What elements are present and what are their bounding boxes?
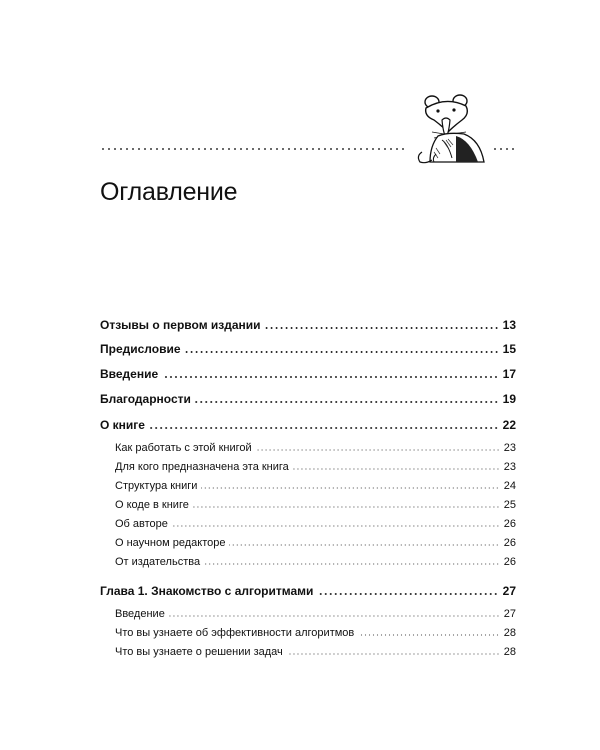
rat-mascot-illustration xyxy=(408,92,488,170)
toc-entry-title: О книге xyxy=(100,418,145,432)
toc-dot-leader xyxy=(293,468,500,470)
toc-entry-title: От издательства xyxy=(115,556,201,568)
toc-dot-leader xyxy=(172,525,500,527)
toc-dot-leader xyxy=(287,653,500,655)
toc-dot-leader xyxy=(185,351,499,353)
toc-entry[interactable] xyxy=(115,461,516,473)
toc-entry[interactable] xyxy=(115,499,516,511)
toc-entry-title: Глава 1. Знакомство с алгоритмами xyxy=(100,584,314,598)
toc-entry-title: Отзывы о первом издании xyxy=(100,318,261,332)
toc-entry-title: Об авторе xyxy=(115,518,168,530)
toc-entry-title: Что вы узнаете об эффективности алгоритмов xyxy=(115,627,355,639)
toc-dot-leader xyxy=(229,544,499,546)
toc-entry-page-number: 26 xyxy=(503,518,516,530)
toc-entry-title: Благодарности xyxy=(100,392,191,406)
header-dotted-rule-left xyxy=(100,148,404,150)
toc-entry[interactable] xyxy=(100,418,516,432)
toc-dot-leader xyxy=(265,327,499,329)
toc-entry-page-number: 13 xyxy=(502,318,516,332)
toc-entry[interactable] xyxy=(100,318,516,332)
toc-entry[interactable] xyxy=(115,627,516,639)
toc-entry[interactable] xyxy=(100,367,516,381)
toc-entry-title: Введение xyxy=(100,367,159,381)
toc-entry-page-number: 24 xyxy=(503,480,516,492)
toc-entry-page-number: 23 xyxy=(503,442,516,454)
toc-entry-title: О коде в книге xyxy=(115,499,189,511)
toc-entry-page-number: 25 xyxy=(503,499,516,511)
toc-entry-title: Для кого предназначена эта книга xyxy=(115,461,289,473)
toc-entry[interactable] xyxy=(115,608,516,620)
toc-entry[interactable] xyxy=(115,518,516,530)
toc-entry[interactable] xyxy=(115,646,516,658)
toc-dot-leader xyxy=(195,401,499,403)
toc-entry-page-number: 27 xyxy=(503,608,516,620)
toc-entry[interactable] xyxy=(115,556,516,568)
toc-entry-page-number: 19 xyxy=(502,392,516,406)
toc-entry[interactable] xyxy=(100,584,516,598)
toc-dot-leader xyxy=(317,593,498,595)
toc-entry[interactable] xyxy=(100,342,516,356)
toc-entry-page-number: 26 xyxy=(503,556,516,568)
toc-entry-page-number: 27 xyxy=(502,584,516,598)
page-title: Оглавление xyxy=(100,178,238,206)
toc-dot-leader xyxy=(193,506,500,508)
toc-entry-title: Предисловие xyxy=(100,342,181,356)
toc-entry-title: О научном редакторе xyxy=(115,537,226,549)
toc-dot-leader xyxy=(149,427,499,429)
toc-dot-leader xyxy=(204,563,500,565)
toc-entry[interactable] xyxy=(115,480,516,492)
toc-entry-title: Как работать с этой книгой xyxy=(115,442,252,454)
toc-entry-page-number: 22 xyxy=(502,418,516,432)
toc-entry-page-number: 28 xyxy=(503,646,516,658)
toc-entry-title: Структура книги xyxy=(115,480,198,492)
toc-entry[interactable] xyxy=(115,442,516,454)
toc-entry-title: Что вы узнаете о решении задач xyxy=(115,646,283,658)
toc-entry-page-number: 28 xyxy=(503,627,516,639)
toc-entry-page-number: 23 xyxy=(503,461,516,473)
toc-entry-page-number: 26 xyxy=(503,537,516,549)
toc-entry[interactable] xyxy=(100,392,516,406)
toc-entry-title: Введение xyxy=(115,608,165,620)
toc-dot-leader xyxy=(169,615,500,617)
toc-entry[interactable] xyxy=(115,537,516,549)
header-dotted-rule-right xyxy=(492,148,514,150)
toc-dot-leader xyxy=(256,449,500,451)
toc-entry-page-number: 17 xyxy=(502,367,516,381)
toc-entry-page-number: 15 xyxy=(502,342,516,356)
toc-dot-leader xyxy=(358,634,500,636)
toc-dot-leader xyxy=(201,487,499,489)
toc-dot-leader xyxy=(162,376,498,378)
